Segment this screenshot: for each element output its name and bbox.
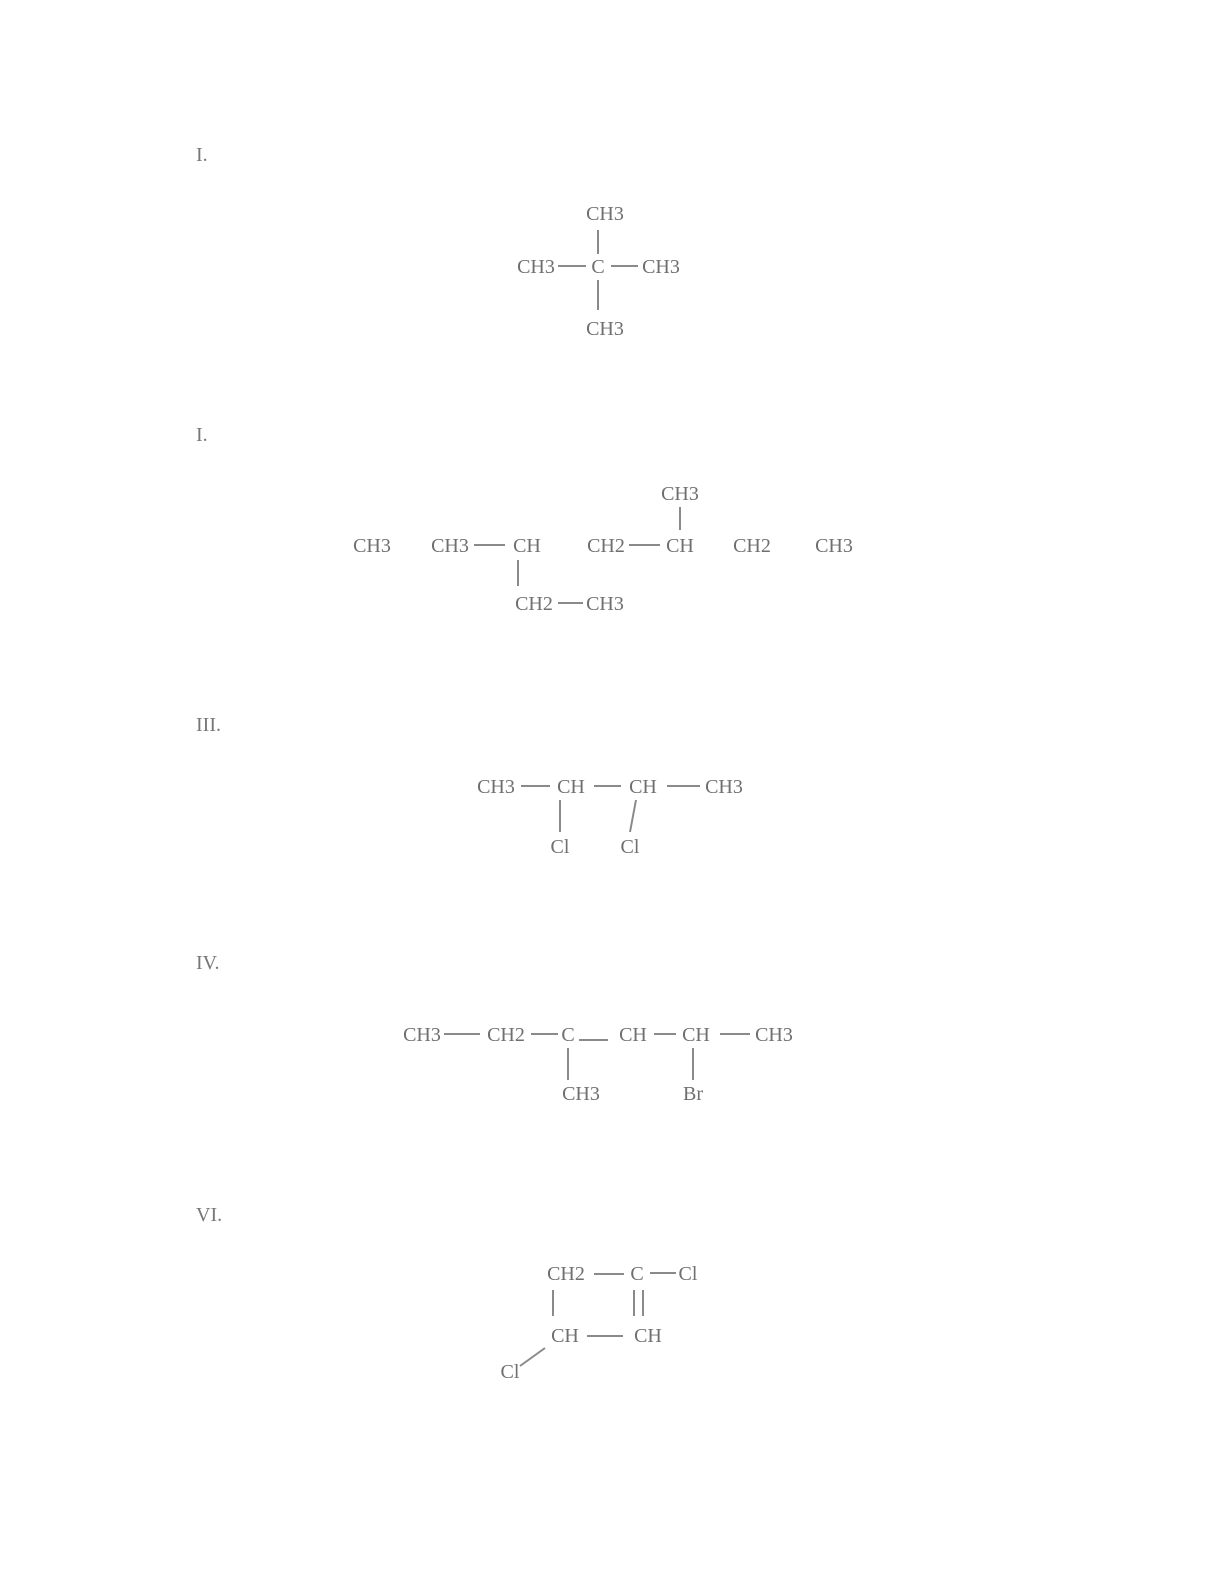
- atom-label: CH: [557, 776, 585, 798]
- structure-5: [501, 1263, 698, 1383]
- problem-number-4: IV.: [196, 952, 220, 974]
- structure-4: [403, 1024, 793, 1105]
- structure-1: [517, 203, 680, 340]
- atom-label: CH: [619, 1024, 647, 1046]
- atom-label: CH3: [517, 256, 555, 278]
- atom-label: CH3: [431, 535, 469, 557]
- atom-label: CH: [629, 776, 657, 798]
- atom-label: CH: [513, 535, 541, 557]
- atom-label: CH2: [733, 535, 771, 557]
- atom-label: CH3: [403, 1024, 441, 1046]
- atom-label: CH3: [755, 1024, 793, 1046]
- atom-label: Cl: [678, 1263, 698, 1285]
- atom-label: Cl: [500, 1361, 520, 1383]
- atom-label: CH3: [661, 483, 699, 505]
- atom-label: CH2: [515, 593, 553, 615]
- problem-number-2: I.: [196, 424, 208, 446]
- atom-label: CH3: [586, 593, 624, 615]
- atom-label: CH: [634, 1325, 662, 1347]
- atom-label: CH2: [587, 535, 625, 557]
- atom-label: CH3: [477, 776, 515, 798]
- structure-2: [353, 483, 853, 615]
- atom-label: C: [591, 256, 605, 278]
- bond: [520, 1348, 545, 1366]
- problem-number-5: VI.: [196, 1204, 223, 1226]
- atom-label: C: [561, 1024, 575, 1046]
- atom-label: CH3: [353, 535, 391, 557]
- atom-label: CH3: [642, 256, 680, 278]
- atom-label: CH3: [562, 1083, 600, 1105]
- atom-label: CH2: [487, 1024, 525, 1046]
- atom-label: CH3: [815, 535, 853, 557]
- atom-label: CH: [551, 1325, 579, 1347]
- atom-label: CH3: [705, 776, 743, 798]
- bond: [630, 800, 636, 832]
- atom-label: Cl: [620, 836, 640, 858]
- atom-label: CH2: [547, 1263, 585, 1285]
- problem-number-1: I.: [196, 144, 208, 166]
- atom-label: CH: [682, 1024, 710, 1046]
- structure-3: [477, 776, 743, 858]
- atom-label: Br: [683, 1083, 703, 1105]
- atom-label: C: [630, 1263, 644, 1285]
- atom-label: CH3: [586, 203, 624, 225]
- atom-label: CH3: [586, 318, 624, 340]
- problem-number-3: III.: [196, 714, 221, 736]
- atom-label: CH: [666, 535, 694, 557]
- atom-label: Cl: [550, 836, 570, 858]
